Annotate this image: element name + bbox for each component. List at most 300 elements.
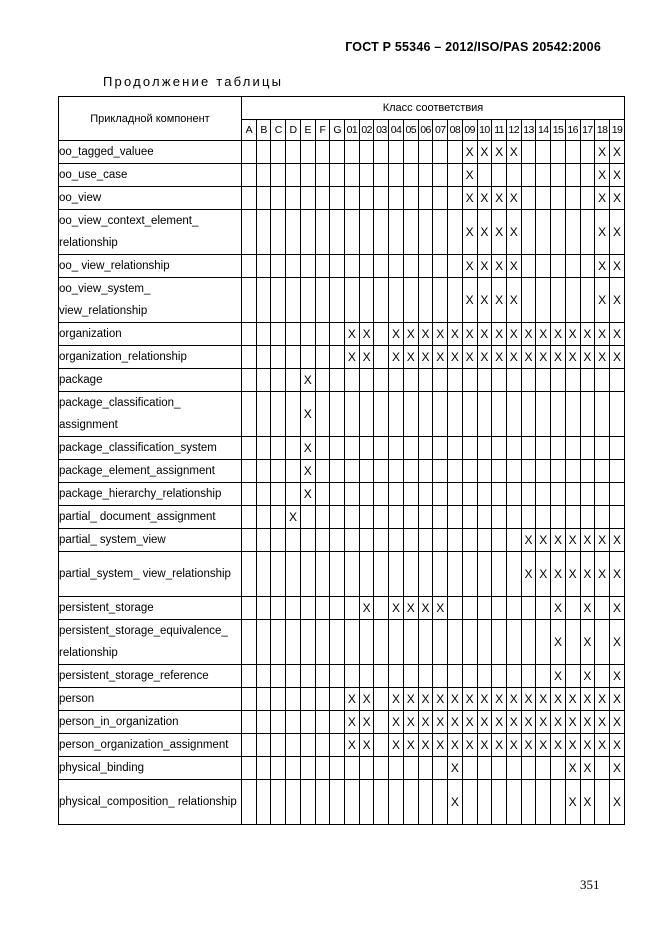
conformance-cell [433, 255, 448, 278]
conformance-cell: X [448, 346, 463, 369]
table-row [59, 437, 625, 460]
class-column-header: G [330, 120, 345, 141]
conformance-cell [359, 665, 374, 688]
conformance-cell [315, 529, 330, 552]
conformance-cell: X [565, 780, 580, 825]
conformance-cell [403, 141, 418, 164]
conformance-cell [374, 164, 389, 187]
component-name: partial_ document_assignment [59, 506, 242, 529]
conformance-cell [492, 392, 507, 437]
conformance-cell [300, 187, 315, 210]
class-column-header: D [286, 120, 301, 141]
conformance-cell: X [595, 734, 610, 757]
conformance-cell: X [551, 620, 566, 665]
conformance-cell [565, 483, 580, 506]
conformance-cell [565, 506, 580, 529]
conformance-cell [433, 210, 448, 255]
conformance-cell [433, 780, 448, 825]
conformance-cell [359, 780, 374, 825]
conformance-cell [506, 529, 521, 552]
table-row [59, 620, 625, 665]
conformance-cell [256, 734, 271, 757]
conformance-cell: X [492, 734, 507, 757]
conformance-cell [477, 620, 492, 665]
conformance-cell [315, 483, 330, 506]
component-name: partial_system_ view_relationship [59, 552, 242, 597]
conformance-cell [492, 665, 507, 688]
conformance-cell [551, 278, 566, 323]
table-row [59, 369, 625, 392]
conformance-cell [536, 597, 551, 620]
conformance-cell: X [433, 711, 448, 734]
conformance-cell [477, 437, 492, 460]
conformance-cell: X [345, 346, 360, 369]
conformance-cell [330, 210, 345, 255]
conformance-cell [256, 392, 271, 437]
conformance-cell [300, 255, 315, 278]
conformance-cell [595, 460, 610, 483]
conformance-cell [580, 506, 595, 529]
conformance-cell: X [448, 734, 463, 757]
conformance-cell [418, 278, 433, 323]
conformance-cell: X [595, 688, 610, 711]
conformance-cell: X [477, 346, 492, 369]
conformance-cell [286, 141, 301, 164]
conformance-cell [418, 392, 433, 437]
conformance-cell [315, 688, 330, 711]
conformance-cell [271, 711, 286, 734]
conformance-cell [580, 164, 595, 187]
conformance-cell [536, 369, 551, 392]
table-row [59, 483, 625, 506]
class-column-header: 05 [403, 120, 418, 141]
conformance-cell [433, 164, 448, 187]
conformance-cell [330, 437, 345, 460]
conformance-cell: X [345, 734, 360, 757]
conformance-cell: X [462, 187, 477, 210]
conformance-cell: X [300, 437, 315, 460]
conformance-cell [242, 141, 257, 164]
conformance-cell [242, 323, 257, 346]
conformance-cell [595, 483, 610, 506]
conformance-cell [359, 369, 374, 392]
conformance-cell: X [595, 141, 610, 164]
conformance-cell [300, 757, 315, 780]
conformance-cell [374, 688, 389, 711]
conformance-cell [418, 369, 433, 392]
conformance-cell [565, 210, 580, 255]
conformance-cell [418, 210, 433, 255]
conformance-cell: X [345, 711, 360, 734]
conformance-cell [374, 437, 389, 460]
conformance-cell [242, 460, 257, 483]
conformance-cell: X [506, 187, 521, 210]
conformance-cell [374, 187, 389, 210]
conformance-cell [389, 187, 404, 210]
table-row [59, 734, 625, 757]
conformance-cell [286, 757, 301, 780]
conformance-cell: X [551, 688, 566, 711]
conformance-cell [374, 665, 389, 688]
conformance-cell: X [389, 688, 404, 711]
conformance-cell [286, 255, 301, 278]
conformance-cell [359, 460, 374, 483]
conformance-cell [448, 506, 463, 529]
conformance-cell [374, 369, 389, 392]
conformance-cell: X [536, 711, 551, 734]
conformance-cell: X [609, 323, 624, 346]
conformance-cell [403, 552, 418, 597]
conformance-cell [536, 187, 551, 210]
conformance-cell: X [551, 323, 566, 346]
conformance-cell [242, 688, 257, 711]
class-column-header: 06 [418, 120, 433, 141]
component-name: oo_tagged_valuee [59, 141, 242, 164]
conformance-cell [521, 369, 536, 392]
conformance-cell [271, 734, 286, 757]
table-row [59, 210, 625, 255]
conformance-cell [565, 597, 580, 620]
conformance-cell [403, 255, 418, 278]
conformance-cell [536, 437, 551, 460]
conformance-cell [448, 460, 463, 483]
conformance-cell: X [521, 688, 536, 711]
conformance-cell [506, 780, 521, 825]
conformance-cell [256, 780, 271, 825]
conformance-cell: X [506, 255, 521, 278]
conformance-cell [359, 210, 374, 255]
conformance-cell [536, 141, 551, 164]
conformance-cell [521, 437, 536, 460]
conformance-cell [462, 392, 477, 437]
component-name: organization [59, 323, 242, 346]
conformance-cell [433, 187, 448, 210]
conformance-cell [477, 164, 492, 187]
conformance-cell: X [389, 323, 404, 346]
conformance-cell [477, 780, 492, 825]
conformance-cell [359, 552, 374, 597]
conformance-cell [609, 369, 624, 392]
conformance-cell [286, 597, 301, 620]
conformance-cell [242, 597, 257, 620]
conformance-cell [345, 141, 360, 164]
conformance-cell [433, 483, 448, 506]
conformance-cell [477, 757, 492, 780]
conformance-cell [462, 460, 477, 483]
conformance-cell [359, 164, 374, 187]
conformance-cell [242, 506, 257, 529]
conformance-cell [286, 734, 301, 757]
conformance-cell [286, 529, 301, 552]
conformance-cell [462, 483, 477, 506]
conformance-cell [580, 187, 595, 210]
conformance-cell [551, 483, 566, 506]
component-name: organization_relationship [59, 346, 242, 369]
conformance-cell [300, 210, 315, 255]
conformance-cell [418, 552, 433, 597]
conformance-cell [477, 460, 492, 483]
conformance-cell [521, 164, 536, 187]
conformance-cell: X [506, 711, 521, 734]
conformance-cell: X [595, 711, 610, 734]
conformance-cell: X [551, 346, 566, 369]
conformance-cell [448, 187, 463, 210]
conformance-cell [330, 187, 345, 210]
conformance-cell: X [477, 711, 492, 734]
conformance-cell [448, 278, 463, 323]
conformance-cell [462, 437, 477, 460]
component-name: person [59, 688, 242, 711]
conformance-cell [403, 620, 418, 665]
conformance-cell [271, 483, 286, 506]
conformance-cell: X [521, 323, 536, 346]
conformance-cell [330, 506, 345, 529]
conformance-cell: X [609, 734, 624, 757]
conformance-cell [536, 460, 551, 483]
conformance-cell [271, 164, 286, 187]
conformance-cell: X [551, 734, 566, 757]
conformance-cell [330, 141, 345, 164]
conformance-cell: X [477, 278, 492, 323]
conformance-cell [462, 369, 477, 392]
conformance-cell [286, 437, 301, 460]
conformance-cell [345, 392, 360, 437]
conformance-cell [242, 734, 257, 757]
table-row [59, 460, 625, 483]
conformance-cell: X [462, 688, 477, 711]
conformance-cell: X [609, 597, 624, 620]
conformance-cell [477, 369, 492, 392]
conformance-cell: X [609, 210, 624, 255]
conformance-cell [256, 210, 271, 255]
class-column-header: C [271, 120, 286, 141]
conformance-cell [286, 665, 301, 688]
conformance-cell: X [565, 757, 580, 780]
conformance-cell [256, 369, 271, 392]
table-row [59, 711, 625, 734]
conformance-table [58, 96, 625, 825]
conformance-cell [330, 278, 345, 323]
table-row [59, 688, 625, 711]
conformance-cell: X [462, 141, 477, 164]
conformance-cell [521, 141, 536, 164]
conformance-cell: X [418, 346, 433, 369]
conformance-cell: X [359, 688, 374, 711]
conformance-cell [271, 780, 286, 825]
conformance-cell: X [389, 597, 404, 620]
conformance-cell [300, 597, 315, 620]
conformance-cell [345, 780, 360, 825]
conformance-cell [580, 278, 595, 323]
conformance-cell: X [359, 711, 374, 734]
conformance-cell [462, 620, 477, 665]
conformance-cell [374, 620, 389, 665]
conformance-cell: X [565, 346, 580, 369]
conformance-cell [345, 210, 360, 255]
conformance-cell [565, 141, 580, 164]
table-row [59, 255, 625, 278]
conformance-cell [315, 437, 330, 460]
conformance-cell [256, 164, 271, 187]
conformance-cell [242, 210, 257, 255]
conformance-cell [242, 483, 257, 506]
conformance-cell: X [462, 255, 477, 278]
conformance-cell [345, 437, 360, 460]
conformance-cell [418, 437, 433, 460]
conformance-cell [286, 187, 301, 210]
conformance-cell [536, 392, 551, 437]
conformance-cell [580, 437, 595, 460]
conformance-cell [345, 506, 360, 529]
conformance-cell [536, 665, 551, 688]
conformance-cell [242, 369, 257, 392]
conformance-cell [418, 620, 433, 665]
conformance-cell [551, 437, 566, 460]
conformance-cell [403, 392, 418, 437]
class-column-header: 04 [389, 120, 404, 141]
conformance-cell [403, 780, 418, 825]
conformance-cell: X [565, 734, 580, 757]
conformance-cell [565, 255, 580, 278]
table-row [59, 665, 625, 688]
component-name: persistent_storage_reference [59, 665, 242, 688]
conformance-cell: X [389, 734, 404, 757]
conformance-cell: X [580, 346, 595, 369]
conformance-cell [551, 187, 566, 210]
conformance-cell [551, 141, 566, 164]
conformance-cell [389, 278, 404, 323]
conformance-cell [359, 278, 374, 323]
conformance-cell: X [565, 711, 580, 734]
conformance-cell [462, 780, 477, 825]
conformance-cell [315, 255, 330, 278]
conformance-cell: X [536, 346, 551, 369]
conformance-cell [315, 460, 330, 483]
conformance-cell [330, 529, 345, 552]
conformance-cell: X [609, 255, 624, 278]
conformance-cell: X [359, 597, 374, 620]
conformance-cell: X [580, 620, 595, 665]
conformance-cell [286, 392, 301, 437]
conformance-cell [403, 210, 418, 255]
conformance-cell [256, 323, 271, 346]
conformance-cell [536, 620, 551, 665]
conformance-cell: X [609, 620, 624, 665]
conformance-cell [506, 164, 521, 187]
conformance-cell [609, 506, 624, 529]
conformance-cell [374, 141, 389, 164]
class-column-header: 09 [462, 120, 477, 141]
conformance-cell [389, 483, 404, 506]
conformance-cell [536, 278, 551, 323]
class-column-header: 02 [359, 120, 374, 141]
conformance-cell [345, 278, 360, 323]
conformance-cell [359, 392, 374, 437]
conformance-cell [492, 620, 507, 665]
conformance-cell [271, 141, 286, 164]
component-name: oo_view [59, 187, 242, 210]
conformance-cell [448, 597, 463, 620]
document-header: ГОСТ Р 55346 – 2012/ISO/PAS 20542:2006 [345, 40, 601, 54]
conformance-cell [242, 711, 257, 734]
conformance-cell: X [462, 346, 477, 369]
conformance-cell: X [551, 665, 566, 688]
conformance-cell [300, 665, 315, 688]
conformance-cell [403, 437, 418, 460]
conformance-cell: X [595, 552, 610, 597]
conformance-cell [345, 597, 360, 620]
conformance-cell: X [565, 529, 580, 552]
conformance-cell [345, 369, 360, 392]
conformance-cell [477, 552, 492, 597]
conformance-cell: X [477, 734, 492, 757]
conformance-cell [374, 483, 389, 506]
conformance-cell [374, 210, 389, 255]
conformance-cell [256, 187, 271, 210]
conformance-cell: X [580, 552, 595, 597]
conformance-cell: X [551, 597, 566, 620]
conformance-cell: X [433, 346, 448, 369]
conformance-cell [271, 323, 286, 346]
conformance-cell [286, 210, 301, 255]
conformance-cell: X [506, 346, 521, 369]
conformance-cell [330, 620, 345, 665]
conformance-cell [433, 141, 448, 164]
conformance-cell: X [286, 506, 301, 529]
component-name: person_in_organization [59, 711, 242, 734]
conformance-cell: X [609, 780, 624, 825]
conformance-cell: X [433, 688, 448, 711]
table-row [59, 278, 625, 323]
conformance-cell: X [403, 688, 418, 711]
conformance-cell: X [403, 323, 418, 346]
class-column-header: 14 [536, 120, 551, 141]
conformance-cell [315, 734, 330, 757]
conformance-cell [374, 278, 389, 323]
conformance-cell [286, 323, 301, 346]
conformance-cell: X [448, 757, 463, 780]
conformance-cell [330, 164, 345, 187]
conformance-cell [330, 688, 345, 711]
conformance-cell [271, 278, 286, 323]
class-column-header: 10 [477, 120, 492, 141]
conformance-cell [462, 665, 477, 688]
conformance-cell [595, 392, 610, 437]
conformance-cell: X [433, 734, 448, 757]
conformance-cell: X [506, 688, 521, 711]
conformance-cell [330, 483, 345, 506]
conformance-cell [315, 187, 330, 210]
conformance-cell [477, 392, 492, 437]
conformance-cell [418, 506, 433, 529]
conformance-cell: X [595, 529, 610, 552]
conformance-cell [565, 369, 580, 392]
conformance-cell: X [609, 278, 624, 323]
conformance-cell [448, 255, 463, 278]
conformance-cell [359, 529, 374, 552]
conformance-cell: X [418, 323, 433, 346]
conformance-cell [256, 620, 271, 665]
conformance-cell [359, 483, 374, 506]
class-column-header: 15 [551, 120, 566, 141]
conformance-cell [286, 711, 301, 734]
conformance-cell [551, 392, 566, 437]
conformance-cell: X [418, 734, 433, 757]
conformance-cell: X [345, 323, 360, 346]
conformance-cell [403, 506, 418, 529]
conformance-cell: X [536, 529, 551, 552]
conformance-cell [330, 780, 345, 825]
